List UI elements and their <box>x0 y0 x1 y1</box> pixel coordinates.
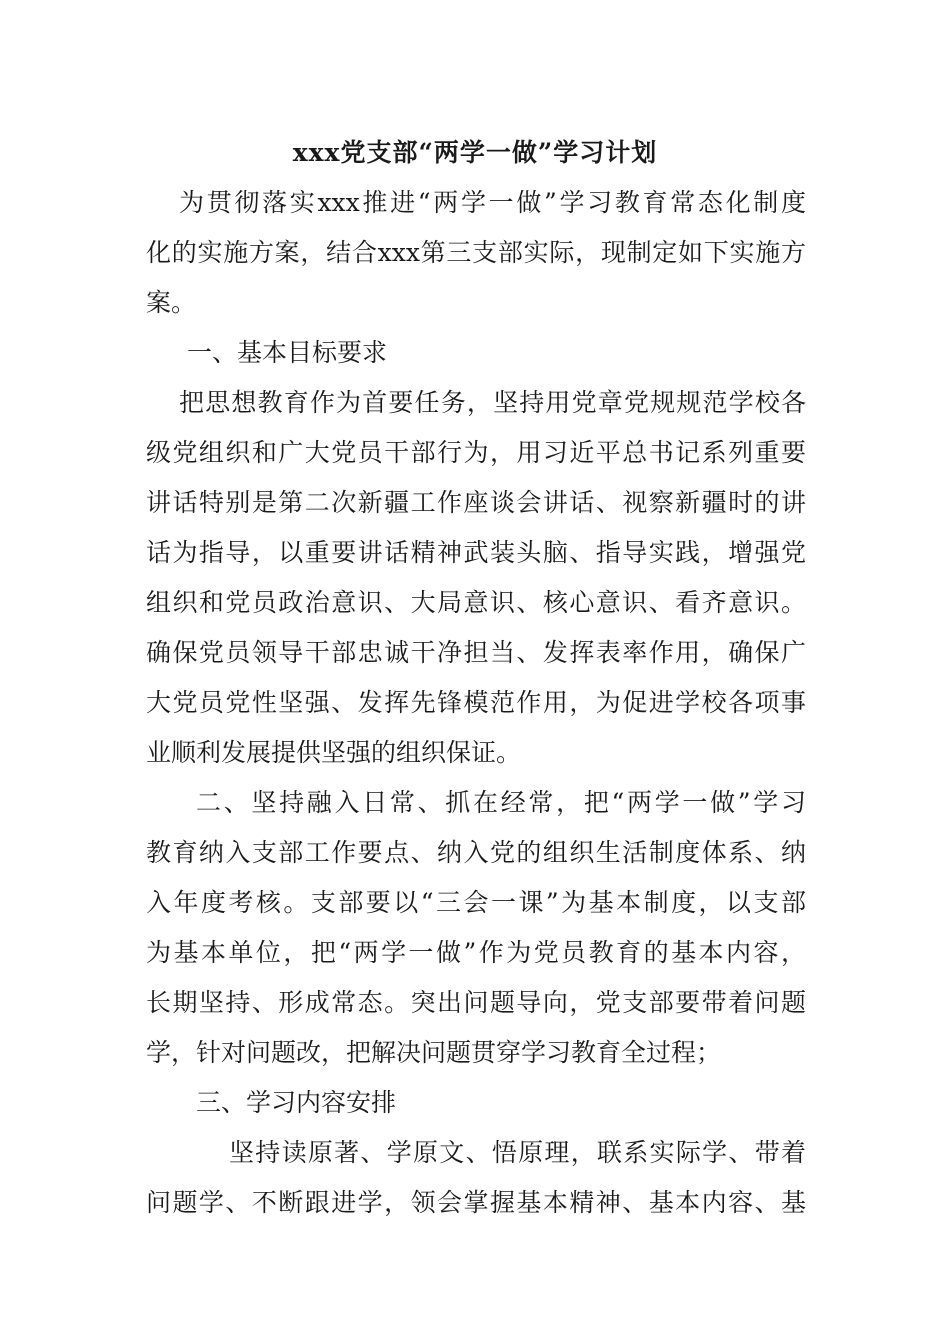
paragraph-line: 教育纳入支部工作要点、纳入党的组织生活制度体系、纳 <box>146 838 806 867</box>
paragraph-line: 问题学、不断跟进学，领会掌握基本精神、基本内容、基 <box>146 1188 806 1217</box>
section-heading: 二、坚持融入日常、抓在经常，把“两学一做”学习 <box>196 788 806 817</box>
paragraph-line: 话为指导，以重要讲话精神武装头脑、指导实践，增强党 <box>146 538 806 567</box>
paragraph-line: 学，针对问题改，把解决问题贯穿学习教育全过程； <box>146 1038 722 1067</box>
paragraph-line: 讲话特别是第二次新疆工作座谈会讲话、视察新疆时的讲 <box>146 488 806 517</box>
section-heading: 三、学习内容安排 <box>196 1088 397 1117</box>
paragraph-line: 坚持读原著、学原文、悟原理，联系实际学、带着 <box>229 1138 806 1167</box>
paragraph-line: 长期坚持、形成常态。突出问题导向，党支部要带着问题 <box>146 988 806 1017</box>
paragraph-line: 大党员党性坚强、发挥先锋模范作用，为促进学校各项事 <box>146 688 806 717</box>
paragraph-line: 组织和党员政治意识、大局意识、核心意识、看齐意识。 <box>146 588 806 617</box>
section-heading: 一、基本目标要求 <box>187 338 388 367</box>
paragraph-line: 业顺利发展提供坚强的组织保证。 <box>146 738 522 767</box>
document-title: xxx党支部“两学一做”学习计划 <box>292 138 658 167</box>
paragraph-line: 把思想教育作为首要任务，坚持用党章党规规范学校各 <box>179 388 806 417</box>
paragraph-line: 为贯彻落实xxx推进“两学一做”学习教育常态化制度 <box>179 188 806 217</box>
paragraph-line: 为基本单位，把“两学一做”作为党员教育的基本内容， <box>146 938 806 967</box>
paragraph-line: 确保党员领导干部忠诚干净担当、发挥表率作用，确保广 <box>146 638 806 667</box>
paragraph-line: 案。 <box>146 288 197 317</box>
paragraph-line: 级党组织和广大党员干部行为，用习近平总书记系列重要 <box>146 438 806 467</box>
paragraph-line: 化的实施方案，结合xxx第三支部实际，现制定如下实施方 <box>146 238 806 267</box>
paragraph-line: 入年度考核。支部要以“三会一课”为基本制度，以支部 <box>146 888 806 917</box>
